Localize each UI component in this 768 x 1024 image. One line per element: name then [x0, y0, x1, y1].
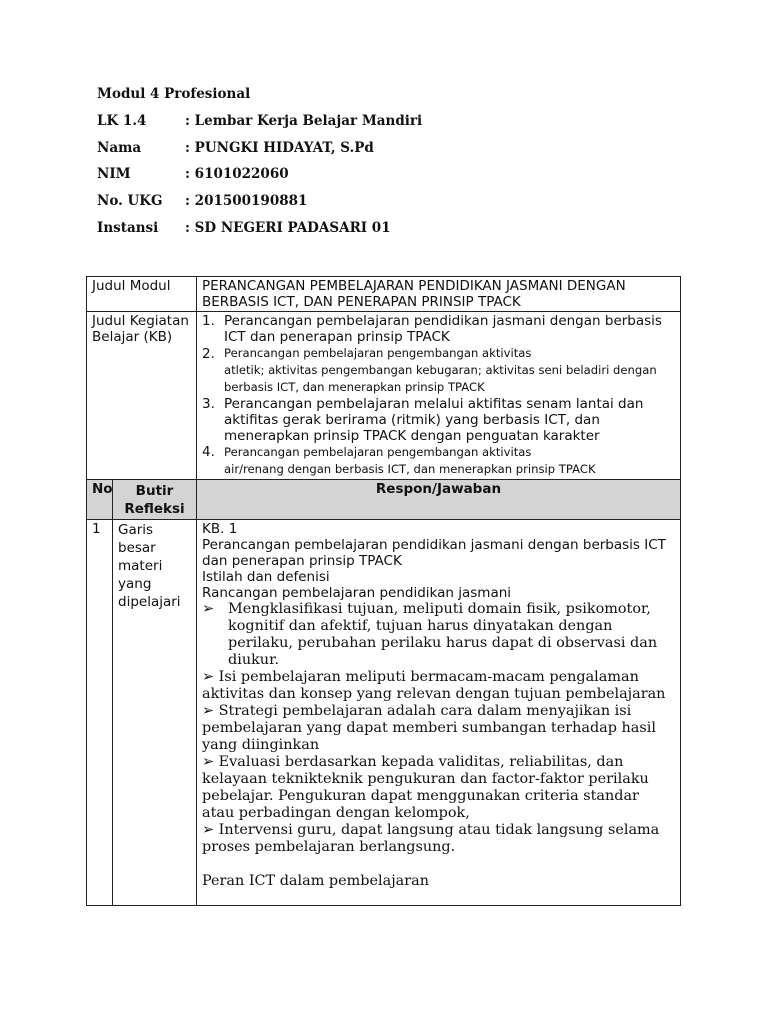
- col-header-butir: Butir Refleksi: [113, 480, 197, 520]
- arrow-bullet-icon: ➢: [202, 601, 215, 617]
- kb-item-text: Perancangan pembelajaran melalui aktifitas senam lantai dan aktifitas gerak berirama (ritmik) yang berbasis ICT, dan menerapkan prinsip TPACK dengan penguatan karakter: [224, 396, 644, 444]
- header-row-nama: [97, 140, 422, 167]
- kb-list-item: [202, 345, 675, 396]
- kb-title: Perancangan pembelajaran pendidikan jasmani dengan berbasis ICT dan penerapan prinsip TPACK: [202, 537, 666, 569]
- judul-kb-label: Judul Kegiatan Belajar (KB): [87, 312, 197, 480]
- kb-list-item: [202, 396, 675, 444]
- bullet-isi: ➢ Isi pembelajaran meliputi bermacam-macam pengalaman aktivitas dan konsep yang relevan dengan tujuan pembelajaran: [202, 669, 666, 702]
- bullet-intervensi: ➢ Intervensi guru, dapat langsung atau tidak langsung selama proses pembelajaran berlangsung.: [202, 822, 660, 855]
- col-header-no: No: [87, 480, 113, 520]
- judul-kb-row: [87, 312, 681, 480]
- header-row-instansi: [97, 220, 422, 247]
- row-number: 1: [87, 520, 113, 906]
- header-label: Nama: [97, 139, 142, 156]
- kb-item-text: [224, 444, 596, 478]
- kb-list: [202, 313, 675, 478]
- kb-heading: KB. 1: [202, 521, 238, 537]
- kb-item-line: atletik; aktivitas pengembangan kebugaran; aktivitas seni beladiri dengan: [224, 363, 657, 377]
- document-header: [97, 86, 422, 247]
- kb-list-item: [202, 313, 675, 345]
- table-header-row: [87, 480, 681, 520]
- header-value: : Lembar Kerja Belajar Mandiri: [185, 112, 423, 129]
- header-label: Instansi: [97, 219, 159, 236]
- kb-item-number: 2.: [202, 346, 215, 362]
- header-row-lk: [97, 113, 422, 140]
- kb-item-line: Perancangan pembelajaran pengembangan aktivitas: [224, 346, 532, 360]
- col-header-respon: Respon/Jawaban: [197, 480, 681, 520]
- header-value: : SD NEGERI PADASARI 01: [185, 219, 391, 236]
- bullet-text: Mengklasifikasi tujuan, meliputi domain fisik, psikomotor, kognitif dan afektif, tujuan harus dinyatakan dengan perilaku, perubahan perilaku harus dapat di observasi dan diukur.: [228, 601, 658, 668]
- table-row: [87, 520, 681, 906]
- butir-refleksi: Garis besar materi yang dipelajari: [113, 520, 197, 906]
- header-value: : 6101022060: [185, 166, 289, 183]
- kb-list-item: [202, 444, 675, 478]
- header-label: Modul 4 Profesional: [97, 86, 251, 102]
- header-label: LK 1.4: [97, 112, 147, 129]
- rancangan-heading: Rancangan pembelajaran pendidikan jasmani: [202, 585, 512, 601]
- kb-item-line: Perancangan pembelajaran pengembangan aktivitas: [224, 445, 532, 459]
- worksheet-table: [86, 276, 681, 906]
- kb-item-text: Perancangan pembelajaran pendidikan jasmani dengan berbasis ICT dan penerapan prinsip TPACK: [224, 313, 662, 345]
- kb-list-cell: [197, 312, 681, 480]
- bullet-strategi: ➢ Strategi pembelajaran adalah cara dalam menyajikan isi pembelajaran yang dapat memberi sumbangan terhadap hasil yang diinginkan: [202, 703, 656, 753]
- header-row-modul: [97, 86, 422, 113]
- bullet-evaluasi: ➢ Evaluasi berdasarkan kepada validitas, reliabilitas, dan kelayaan teknikteknik pengukuran dan factor-faktor perilaku pebelajar. Pengukuran dapat menggunakan criteria standar atau perbadingan dengan kelompok,: [202, 754, 649, 821]
- judul-modul-label: Judul Modul: [87, 277, 197, 312]
- header-row-nim: [97, 166, 422, 193]
- respon-cell: [197, 520, 681, 906]
- judul-modul-row: [87, 277, 681, 312]
- header-value: : 201500190881: [185, 193, 308, 210]
- kb-item-line: air/renang dengan berbasis ICT, dan menerapkan prinsip TPACK: [224, 462, 596, 476]
- header-row-ukg: [97, 193, 422, 220]
- kb-item-number: 4.: [202, 444, 215, 460]
- judul-modul-value: PERANCANGAN PEMBELAJARAN PENDIDIKAN JASMANI DENGAN BERBASIS ICT, DAN PENERAPAN PRINSIP TPACK: [197, 277, 681, 312]
- peran-ict-heading: Peran ICT dalam pembelajaran: [202, 873, 429, 889]
- header-label: NIM: [97, 166, 131, 183]
- kb-item-line: berbasis ICT, dan menerapkan prinsip TPACK: [224, 380, 485, 394]
- header-value: : PUNGKI HIDAYAT, S.Pd: [185, 139, 374, 156]
- kb-item-number: 3.: [202, 396, 215, 412]
- bullet-tujuan: [202, 601, 675, 669]
- istilah-heading: Istilah dan defenisi: [202, 569, 330, 585]
- kb-item-text: [224, 345, 657, 396]
- kb-item-number: 1.: [202, 313, 215, 329]
- header-label: No. UKG: [97, 193, 163, 210]
